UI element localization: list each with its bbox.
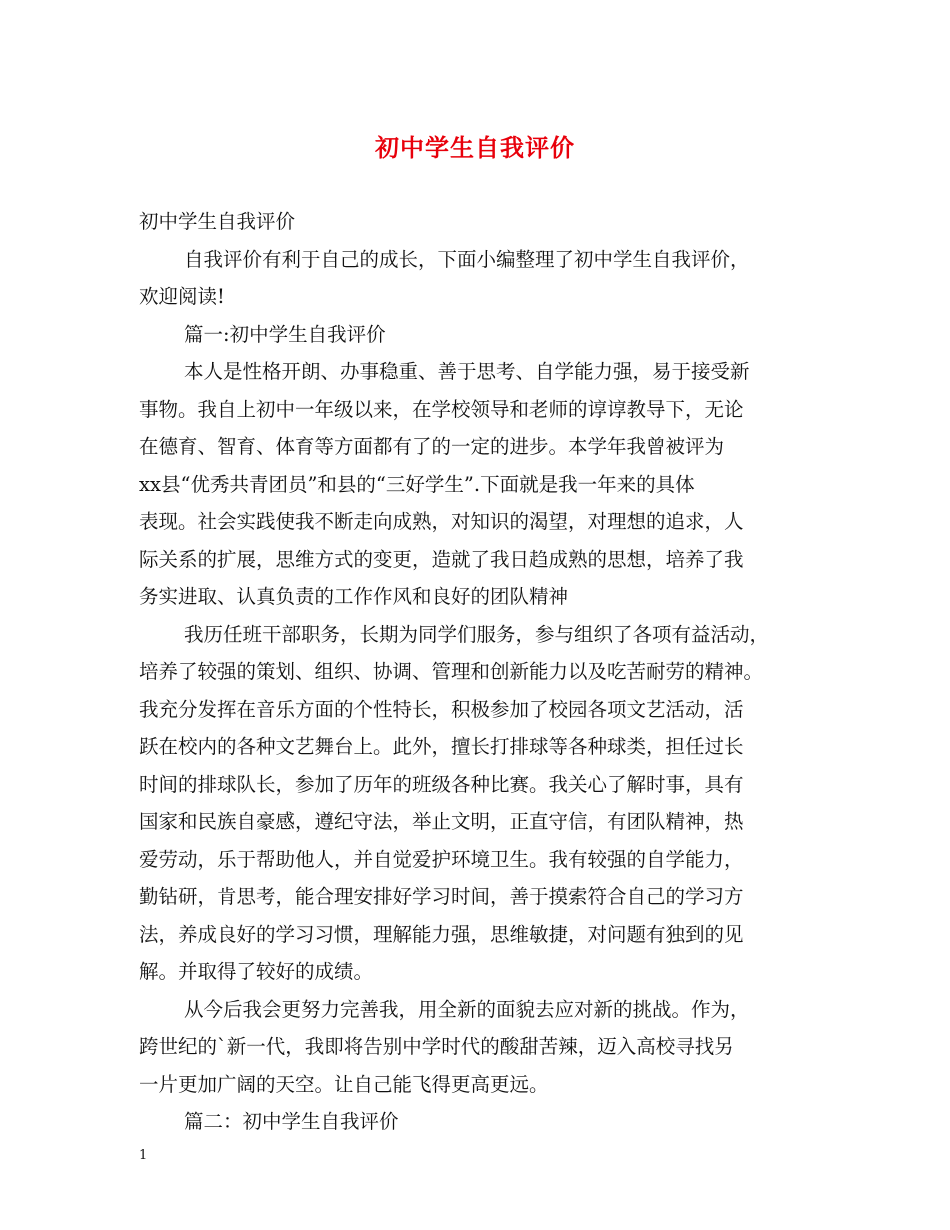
text-line: 法，养成良好的学习习惯，理解能力强，思维敏捷，对问题有独到的见 (139, 922, 744, 946)
text-line: 际关系的扩展，思维方式的变更，造就了我日趋成熟的思想，培养了我 (139, 547, 744, 571)
text-line: 我充分发挥在音乐方面的个性特长，积极参加了校园各项文艺活动，活 (139, 697, 744, 721)
text-line: 初中学生自我评价 (139, 210, 296, 233)
text-line: 国家和民族自豪感，遵纪守法，举止文明，正直守信，有团队精神，热 (139, 810, 744, 833)
text-line: 本人是性格开朗、办事稳重、善于思考、自学能力强，易于接受新 (184, 360, 750, 383)
text-line: 时间的排球队长，参加了历年的班级各种比赛。我关心了解时事，具有 (139, 772, 744, 796)
text-line: 表现。社会实践使我不断走向成熟，对知识的渴望，对理想的追求，人 (139, 510, 744, 533)
text-line: 跃在校内的各种文艺舞台上。此外，擅长打排球等各种球类，担任过长 (139, 735, 744, 758)
text-line: 事物。我自上初中一年级以来，在学校领导和老师的谆谆教导下，无论 (139, 397, 744, 421)
text-line: 我历任班干部职务，长期为同学们服务，参与组织了各项有益活动， (184, 622, 770, 646)
text-line: 欢迎阅读! (139, 285, 225, 308)
text-line: 务实进取、认真负责的工作作风和良好的团队精神 (139, 585, 569, 608)
text-line: 在德育、智育、体育等方面都有了的一定的进步。本学年我曾被评为 (139, 435, 725, 458)
page-number: 1 (139, 1148, 148, 1163)
text-line: 一片更加广阔的天空。让自己能飞得更高更远。 (139, 1072, 549, 1096)
text-line: 自我评价有利于自己的成长，下面小编整理了初中学生自我评价， (184, 247, 750, 271)
text-line: 跨世纪的`新一代，我即将告别中学时代的酸甜苦辣，迈入高校寻找另 (139, 1035, 734, 1058)
text-line: 从今后我会更努力完善我，用全新的面貌去应对新的挑战。作为， (184, 997, 750, 1021)
text-line: xx县“优秀共青团员”和县的“三好学生”.下面就是我一年来的具体 (139, 472, 695, 496)
document-body (139, 203, 817, 1141)
text-line: 解。并取得了较好的成绩。 (139, 960, 374, 983)
text-line: 篇二：初中学生自我评价 (184, 1110, 399, 1133)
text-line: 爱劳动，乐于帮助他人，并自觉爱护环境卫生。我有较强的自学能力， (139, 847, 744, 871)
text-line: 勤钻研，肯思考，能合理安排好学习时间，善于摸索符合自己的学习方 (139, 885, 744, 908)
text-line: 培养了较强的策划、组织、协调、管理和创新能力以及吃苦耐劳的精神。 (139, 660, 764, 683)
text-line: 篇一:初中学生自我评价 (184, 322, 386, 346)
document-title: 初中学生自我评价 (375, 133, 575, 162)
